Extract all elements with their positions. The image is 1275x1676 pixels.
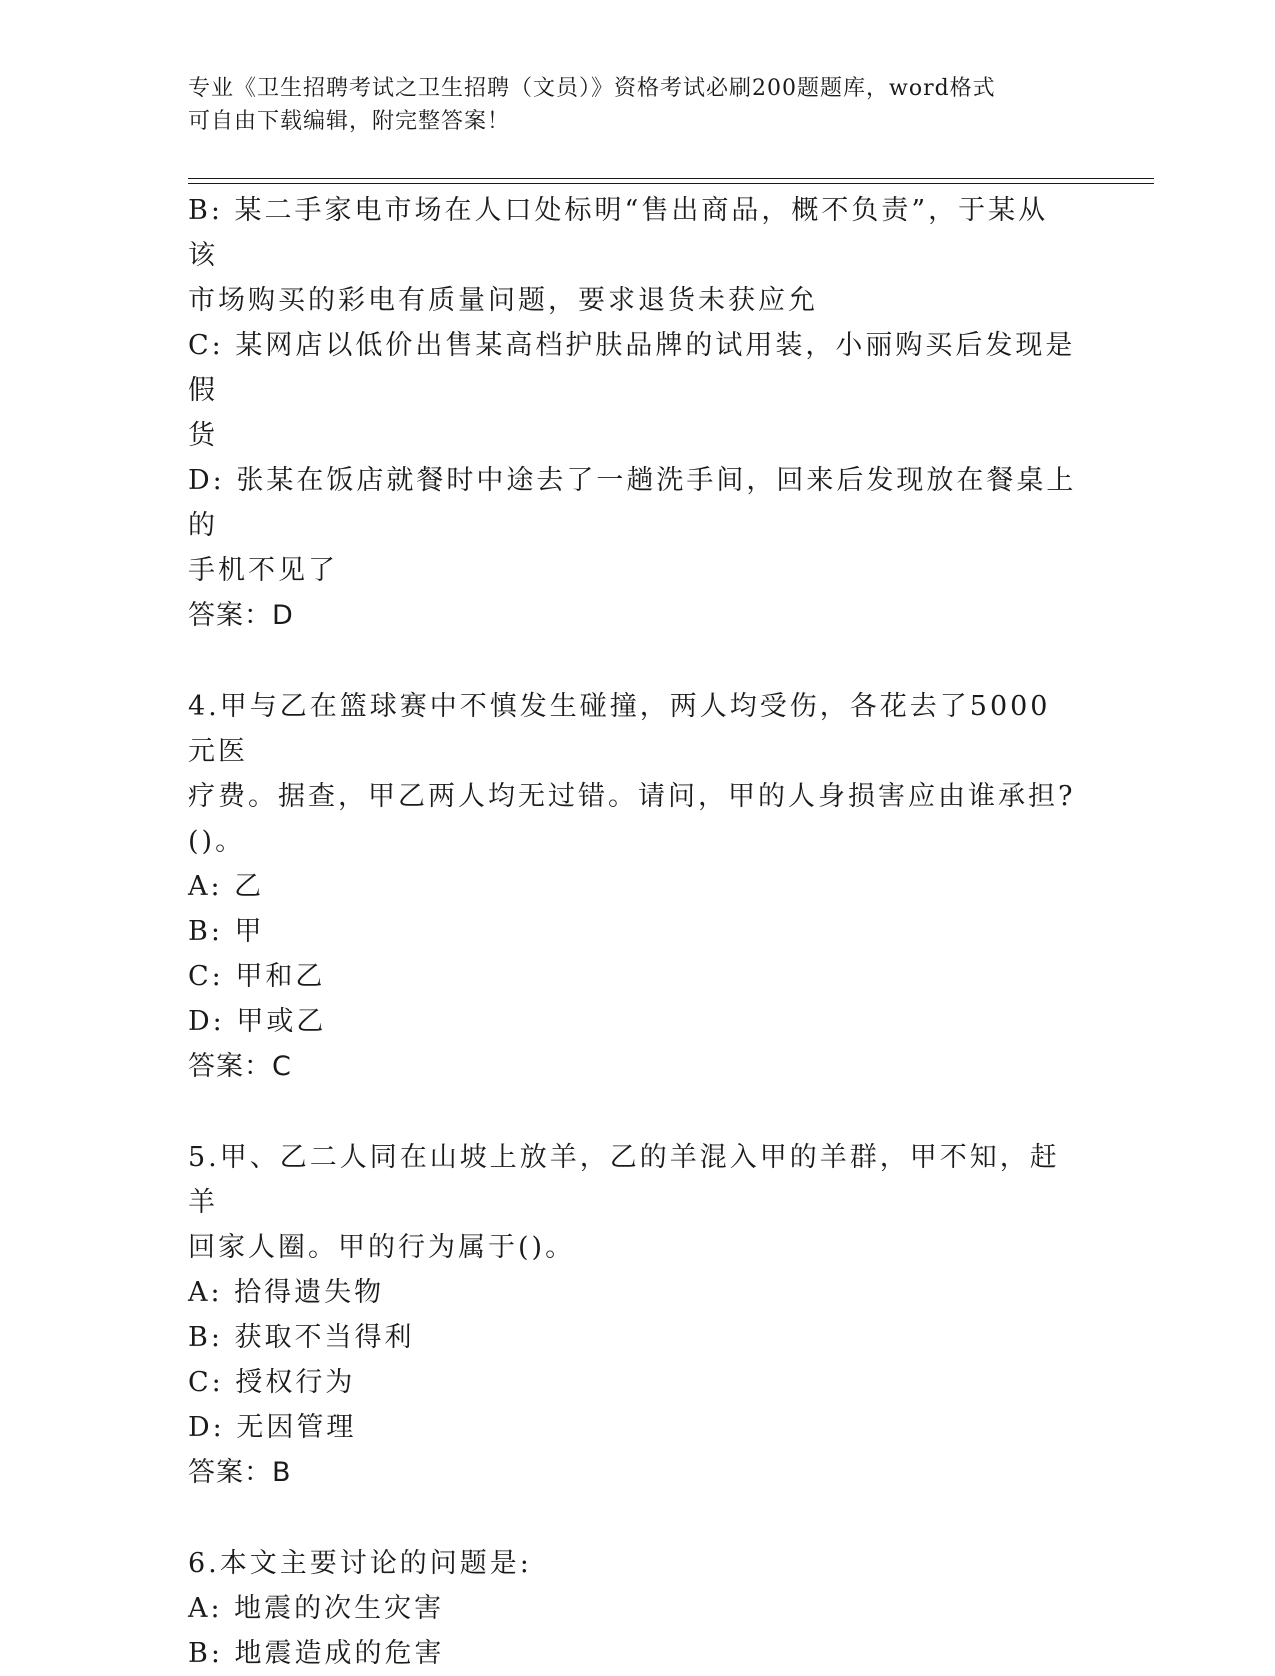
spacer	[188, 638, 1078, 684]
question-stem-line: 4.甲与乙在篮球赛中不慎发生碰撞，两人均受伤，各花去了5000元医	[188, 691, 1051, 767]
answer-line: 答案：B	[188, 1457, 292, 1488]
question-6	[188, 1541, 1078, 1676]
header-rule-top	[188, 178, 1154, 179]
header-line-1: 专业《卫生招聘考试之卫生招聘（文员）》资格考试必刷200题题库，word格式	[188, 76, 996, 101]
header-rule-bottom	[188, 183, 1154, 184]
option-a: A: 拾得遗失物	[188, 1277, 385, 1308]
document-body	[188, 188, 1078, 1676]
question-5	[188, 1135, 1078, 1495]
option-b: B: 获取不当得利	[188, 1322, 415, 1353]
question-4	[188, 684, 1078, 1089]
option-b-line: B: 某二手家电市场在人口处标明“售出商品，概不负责”，于某从该	[188, 195, 1049, 271]
answer-line: 答案：D	[188, 600, 294, 631]
option-a: A: 地震的次生灾害	[188, 1593, 445, 1624]
question-3-continued	[188, 188, 1078, 638]
question-stem-line: 回家人圈。甲的行为属于()。	[188, 1232, 576, 1263]
option-a: A: 乙	[188, 871, 265, 902]
option-c-line: C: 某网店以低价出售某高档护肤品牌的试用装，小丽购买后发现是假	[188, 330, 1076, 406]
page-header	[188, 72, 1068, 138]
option-c: C: 授权行为	[188, 1367, 356, 1398]
question-stem-line: 5.甲、乙二人同在山坡上放羊，乙的羊混入甲的羊群，甲不知，赶羊	[188, 1142, 1060, 1218]
question-stem-line: 疗费。据查，甲乙两人均无过错。请问，甲的人身损害应由谁承担?	[188, 781, 1076, 812]
option-c-line: 货	[188, 420, 218, 451]
option-b: B: 甲	[188, 916, 265, 947]
question-stem-line: 6.本文主要讨论的问题是:	[188, 1548, 532, 1579]
option-d-line: 手机不见了	[188, 555, 338, 586]
option-c: C: 甲和乙	[188, 961, 326, 992]
option-b: B: 地震造成的危害	[188, 1638, 445, 1669]
option-d: D: 无因管理	[188, 1412, 357, 1443]
header-line-2: 可自由下载编辑，附完整答案！	[188, 109, 511, 134]
option-b-line: 市场购买的彩电有质量问题，要求退货未获应允	[188, 285, 818, 316]
option-d: D: 甲或乙	[188, 1006, 327, 1037]
spacer	[188, 1495, 1078, 1541]
spacer	[188, 1089, 1078, 1135]
question-stem-line: ()。	[188, 826, 246, 857]
option-d-line: D: 张某在饭店就餐时中途去了一趟洗手间，回来后发现放在餐桌上的	[188, 465, 1077, 541]
answer-line: 答案：C	[188, 1051, 292, 1082]
